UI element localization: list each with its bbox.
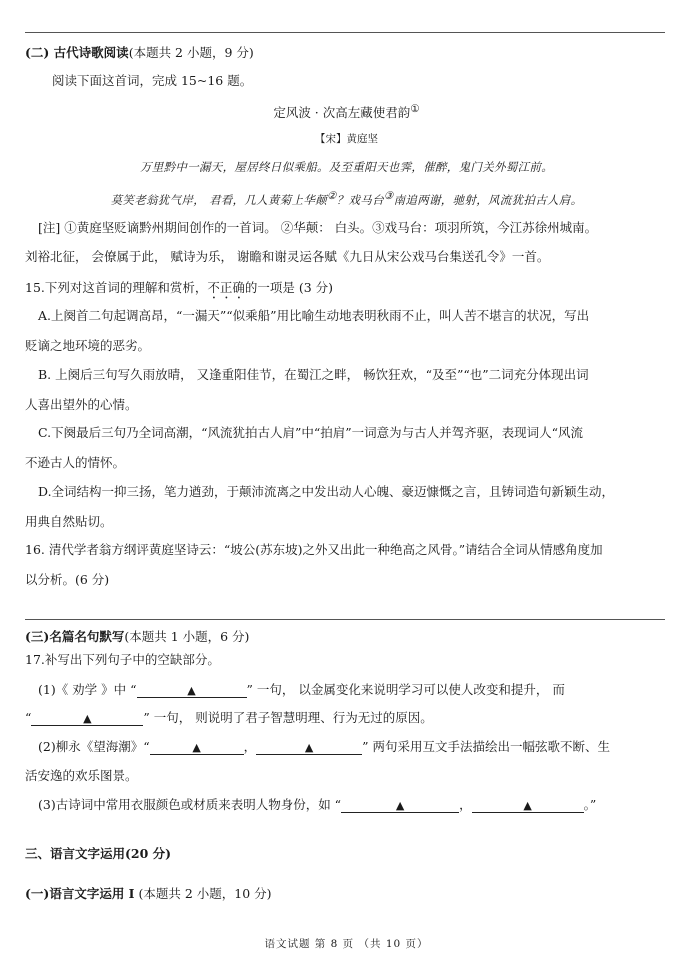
fill-text: “ [25, 710, 32, 725]
poem-title-text: 定风波 · 次高左藏使君韵 [273, 105, 411, 121]
section-title: (三)名篇名句默写 [25, 629, 125, 644]
fill-line [38, 799, 596, 813]
part-title: 三、语言文字运用(20 分) [25, 846, 172, 861]
blank-field[interactable] [150, 741, 244, 755]
section-info: (本题共 1 小题，6 分) [124, 629, 250, 644]
poem-title [0, 104, 693, 120]
fill-line-cont: 活安逸的欢乐图景。 [25, 768, 138, 783]
option-a: A.上阕首二句起调高昂，“一漏天”“似乘船”用比喻生动地表明秋雨不止，叫人苦不堪言的状况，写出 [38, 308, 590, 323]
blank-mark: ▲ [83, 712, 92, 725]
option-d-cont: 用典自然贴切。 [25, 514, 113, 529]
fill-text: ， [459, 797, 472, 812]
fill-text: ” 一句， 以金属变化来说明学习可以使人改变和提升， 而 [246, 682, 565, 697]
note-mark: ③ [383, 190, 394, 202]
question-15 [25, 280, 333, 302]
blank-mark: ▲ [395, 799, 405, 812]
fill-text: ” 两句采用互文手法描绘出一幅弦歌不断、生 [362, 739, 610, 754]
option-d: D.全词结构一抑三扬，笔力遒劲，于颠沛流离之中发出动人心魄、豪迈慷慨之言，且铸词造句新颖生动， [38, 484, 615, 499]
poem-line-part: ？戏马台 [336, 192, 384, 207]
poem-line-part: 莫笑老翁犹气岸， 君看，几人黄菊上华颠 [110, 192, 327, 207]
poem-author: 【宋】黄庭坚 [315, 133, 378, 145]
fill-line [38, 684, 565, 698]
blank-field[interactable] [472, 799, 584, 813]
blank-field[interactable] [341, 799, 459, 813]
fill-line [25, 712, 433, 726]
note-mark: ② [326, 190, 337, 202]
question-16: 16. 清代学者翁方纲评黄庭坚诗云：“坡公(苏东坡)之外又出此一种绝高之风骨。”请结合全词从情感角度加 [25, 542, 603, 557]
emphasis-text: 不正确 [207, 280, 245, 295]
blank-field[interactable] [31, 712, 143, 726]
poem-line-part: 南追两谢，驰射，风流犹拍古人肩。 [393, 192, 583, 207]
blank-field[interactable] [256, 741, 362, 755]
poem-line: 万里黔中一漏天，屋居终日似乘船。及至重阳天也霁，催醉，鬼门关外蜀江前。 [140, 160, 553, 174]
note-line: 刘裕北征， 会僚属于此， 赋诗为乐， 谢瞻和谢灵运各赋《九日从宋公戏马台集送孔令》一首。 [25, 249, 550, 264]
blank-mark: ▲ [304, 741, 314, 754]
section-heading [25, 888, 272, 901]
blank-field[interactable] [137, 684, 247, 698]
fill-text: (1)《 劝学 》中 “ [38, 682, 137, 697]
page-footer: 语文试题 第 8 页 （共 10 页） [264, 938, 429, 950]
option-b-cont: 人喜出望外的心情。 [25, 397, 138, 412]
option-c-cont: 不逊古人的情怀。 [25, 455, 126, 470]
section-title: (二) 古代诗歌阅读 [25, 45, 129, 60]
fill-line [38, 741, 610, 755]
question-16-cont: 以分析。(6 分) [25, 572, 110, 587]
section-rule [25, 619, 665, 620]
fill-text: (2)柳永《望海潮》“ [38, 739, 150, 754]
option-c: C.下阕最后三句乃全词高潮，“风流犹拍古人肩”中“拍肩”一词意为与古人并驾齐驱，表现词人“风流 [38, 425, 584, 440]
section-heading [25, 47, 254, 60]
section-title: (一)语言文字运用 Ⅰ [25, 886, 135, 901]
section-heading [25, 631, 249, 644]
question-text: 15.下列对这首词的理解和赏析， [25, 280, 208, 295]
blank-mark: ▲ [523, 799, 532, 812]
fill-text: (3)古诗词中常用衣服颜色或材质来表明人物身份，如 “ [38, 797, 342, 812]
instruction: 阅读下面这首词，完成 15~16 题。 [52, 73, 253, 88]
fill-text: ” 一句， 则说明了君子智慧明理、行为无过的原因。 [143, 710, 433, 725]
section-info: (本题共 2 小题，9 分) [128, 45, 254, 60]
section-info: (本题共 2 小题，10 分) [138, 886, 272, 901]
question-text: 的一项是 (3 分) [244, 280, 334, 295]
question-17: 17.补写出下列句子中的空缺部分。 [25, 652, 220, 667]
fill-text: 。” [583, 797, 597, 812]
poem-note-mark: ① [410, 103, 420, 115]
top-rule [25, 32, 665, 33]
blank-mark: ▲ [187, 684, 196, 697]
poem-line [0, 191, 693, 206]
option-b: B. 上阕后三句写久雨放晴， 又逢重阳佳节，在蜀江之畔， 畅饮狂欢，“及至”“也”二词充分体现出词 [38, 367, 589, 382]
option-a-cont: 贬谪之地环境的恶劣。 [25, 338, 151, 353]
fill-text: ， [243, 739, 257, 754]
blank-mark: ▲ [192, 741, 201, 754]
note-line: [注] ①黄庭坚贬谪黔州期间创作的一首词。 ②华颠： 白头。③戏马台：项羽所筑，今江苏徐州城南。 [38, 220, 598, 235]
